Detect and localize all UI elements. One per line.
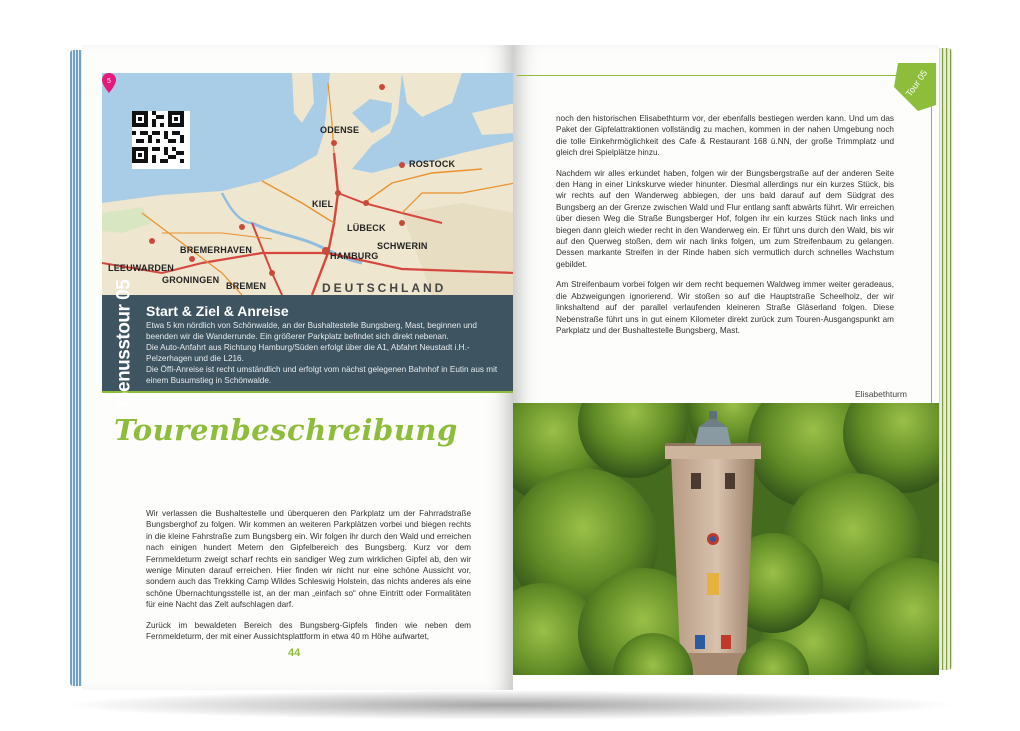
info-paragraph: Die Öffi-Anreise ist recht umständlich und erfolgt vom nächst gelegenen Bahnhof in Eutin aus mit einem Busumstieg in Schönwalde. — [146, 365, 498, 385]
body-paragraph: Wir verlassen die Bushaltestelle und überqueren den Parkplatz um der Fahrradstraße Bungsberghof zu folgen. Wir kommen an weiteren Parkplätzen vorbei und biegen rechts in die kleine Fahrstraße zum Bungsberg ein. Wir folgen ihr durch den Wald und erreichen nach einigen hundert Metern den Gipfelbereich des Bungsberg. Kurz vor dem Fernmeldeturm zweigt scharf rechts ein sandiger Weg zum wirklichen Gipfel ab, den wir wenige Minuten darauf erreichen. Hier finden wir nicht nur eine schöne Aussicht vor, sondern auch das Trekking Camp Wildes Schleswig Holstein, das nichts anderes als eine schöne Übernachtungsstelle ist, an der man „einfach so“ ohne Eintritt oder Formalitäten für eine Nacht das Zelt aufschlagen darf. — [146, 509, 471, 610]
map-label-hamburg: HAMBURG — [330, 251, 379, 261]
map-label-bremen: BREMEN — [226, 281, 267, 291]
body-paragraph: Zurück im bewaldeten Bereich des Bungsberg-Gipfels finden wie neben dem Fernmeldeturm, der mit einer Aussichtsplattform in etwa 40 m Höhe aufwartet, — [146, 620, 471, 642]
map-label-lubeck: LÜBECK — [347, 223, 386, 233]
tower-photo — [513, 403, 939, 675]
body-paragraph: noch den historischen Elisabethturm vor, der ebenfalls bestiegen werden kann. Und um das Paket der Gipfelattraktionen vollständig zu machen, kommen in der nahen Umgebung noch die tolle Einkehrmöglichkeit des Cafe & Restaurant 168 ü.NN, der große Trimmplatz und gleich drei Spielplätze hinzu. — [556, 114, 894, 158]
info-box-vertical-label — [108, 279, 140, 407]
right-body-text — [556, 113, 894, 345]
map-label-deutschland: DEUTSCHLAND — [322, 281, 447, 295]
map-label-leeuwarden: LEEUWARDEN — [108, 263, 175, 273]
info-box-title: Start & Ziel & Anreise — [146, 303, 289, 319]
map-pin-label: 5 — [107, 78, 111, 85]
vertical-label-text: Genusstour 05 — [113, 279, 135, 407]
qr-code — [132, 111, 190, 169]
map — [102, 73, 513, 295]
map-label-bremerhaven: BREMERHAVEN — [180, 245, 253, 255]
left-page — [82, 45, 513, 690]
tower-photo-graphic — [513, 403, 939, 675]
qr-code-graphic — [132, 111, 184, 163]
book-shadow — [60, 690, 960, 720]
map-label-kiel: KIEL — [312, 199, 334, 209]
body-paragraph: Nachdem wir alles erkundet haben, folgen wir der Bungsbergstraße auf der anderen Seite den Hang in einer Linkskurve wieder hinunter. Diesmal allerdings nur ein kurzes Stück, bis wir rechts auf den Wanderweg abbiegen, der uns bald darauf auf dem Südgrat des Bungsberg an der Grenze zwischen Wald und Flur entlang sanft abwärts führt. Wir erreichen über diesen Weg die Straße Bungsberger Hof, folgen ihr ein kurzes Stück nach links und biegen dann gleich wieder recht in den Wanderweg ein. Er führt uns durch den Wald, bis wir auf den Querweg stoßen, dem wir nach links folgen, um zum Streifenbaum zu gelangen. Dessen markante Streifen in der Rinde haben sich vermutlich durch schnelles Wachstum gebildet. — [556, 168, 894, 269]
map-graphic — [102, 73, 513, 295]
tour-tab-label: Tour 05 — [903, 68, 930, 99]
info-paragraph: Die Auto-Anfahrt aus Richtung Hamburg/Süden erfolgt über die A1, Abfahrt Neustadt i.H.-Pelzerhagen und die L216. — [146, 343, 470, 363]
tour-tab-badge — [894, 63, 936, 111]
section-heading: Tourenbeschreibung — [114, 413, 458, 447]
info-box-text — [146, 320, 506, 386]
page-number: 44 — [288, 647, 301, 659]
map-label-schwerin: SCHWERIN — [377, 241, 428, 251]
map-label-odense: ODENSE — [320, 125, 360, 135]
map-label-groningen: GRONINGEN — [162, 275, 220, 285]
map-pin-icon — [102, 73, 116, 93]
map-label-rostock: ROSTOCK — [409, 159, 456, 169]
body-paragraph: Am Streifenbaum vorbei folgen wir dem recht bequemen Waldweg immer weiter geradeaus, die Abzweigungen ignorierend. Wir stoßen so auf die Hauptstraße Scheelholz, der wir linkshaltend auf der parallel verlaufenden kleineren Straße Gläserland folgen. Diese Nebenstraße führt uns in gut einem Kilometer direkt zurück zum Touren-Ausgangspunkt am Parkplatz und der Bushaltestelle Bungsberg, Mast. — [556, 280, 894, 335]
photo-caption: Elisabethturm — [855, 389, 907, 399]
right-page — [513, 45, 939, 675]
left-body-text — [146, 508, 471, 651]
info-paragraph: Etwa 5 km nördlich von Schönwalde, an der Bushaltestelle Bungsberg, Mast, beginnen und beenden wir die Wanderrunde. Ein größerer Parkplatz befindet sich direkt nebenan. — [146, 321, 477, 341]
